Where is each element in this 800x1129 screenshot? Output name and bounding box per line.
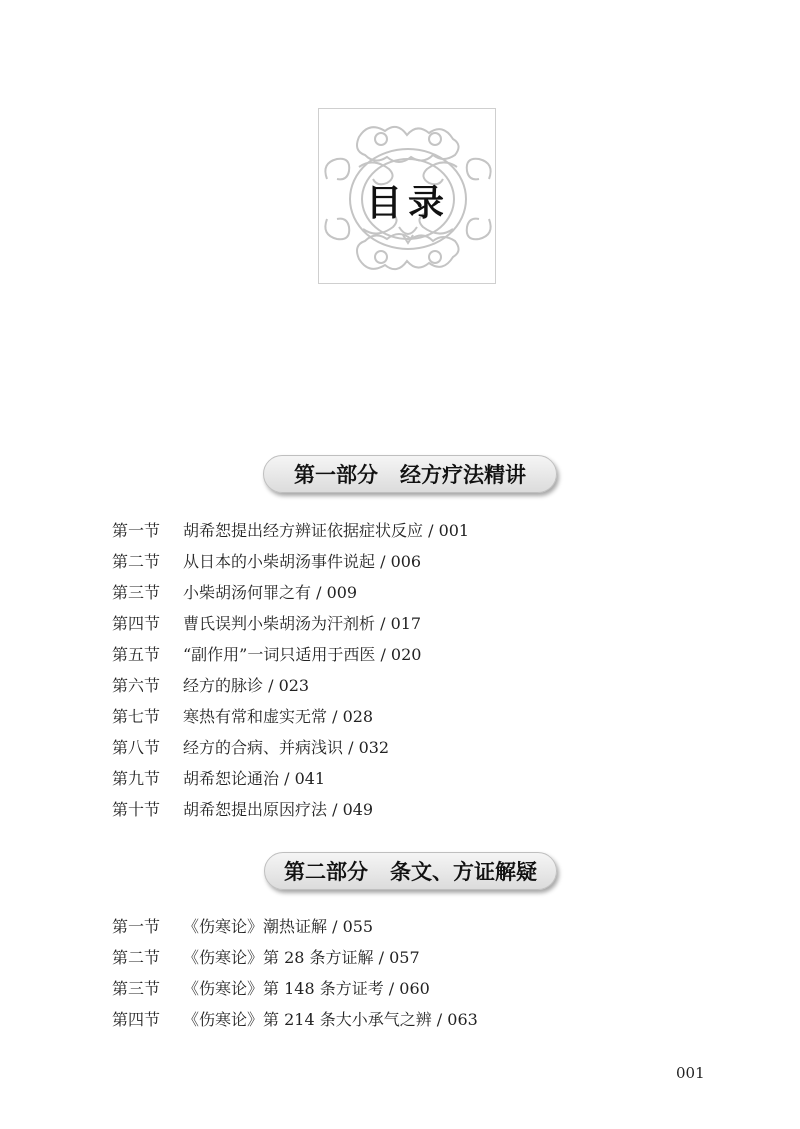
toc-entry[interactable] [112, 608, 469, 639]
section-label: 第一节 [112, 917, 161, 936]
entry-title: 《伤寒论》第 28 条方证解 / 057 [183, 948, 420, 967]
section-label: 第五节 [112, 645, 161, 664]
toc-entry[interactable] [112, 732, 469, 763]
section-label: 第三节 [112, 583, 161, 602]
entry-title: “副作用”一词只适用于西医 / 020 [183, 645, 422, 664]
toc-entry[interactable] [112, 577, 469, 608]
part-title: 条文、方证解疑 [390, 860, 537, 884]
page-title: 目录 [365, 182, 450, 224]
entry-title: 胡希恕提出原因疗法 / 049 [183, 800, 374, 819]
entry-title: 胡希恕提出经方辨证依据症状反应 / 001 [183, 521, 470, 540]
toc-entry[interactable] [112, 973, 478, 1004]
toc-entry[interactable] [112, 546, 469, 577]
entry-title: 寒热有常和虚实无常 / 028 [183, 707, 374, 726]
toc-entry[interactable] [112, 911, 478, 942]
section-label: 第三节 [112, 979, 161, 998]
toc-entry[interactable] [112, 1004, 478, 1035]
entry-title: 《伤寒论》第 214 条大小承气之辨 / 063 [183, 1010, 478, 1029]
part-heading [263, 455, 557, 493]
entry-title: 经方的合病、并病浅识 / 032 [183, 738, 390, 757]
entry-title: 经方的脉诊 / 023 [183, 676, 310, 695]
toc-entry[interactable] [112, 701, 469, 732]
toc-list [112, 515, 469, 825]
section-label: 第九节 [112, 769, 161, 788]
entry-title: 小柴胡汤何罪之有 / 009 [183, 583, 358, 602]
section-label: 第八节 [112, 738, 161, 757]
entry-title: 《伤寒论》第 148 条方证考 / 060 [183, 979, 430, 998]
section-label: 第六节 [112, 676, 161, 695]
toc-entry[interactable] [112, 794, 469, 825]
entry-title: 胡希恕论通治 / 041 [183, 769, 326, 788]
section-label: 第七节 [112, 707, 161, 726]
section-label: 第二节 [112, 948, 161, 967]
section-label: 第二节 [112, 552, 161, 571]
title-emblem [318, 108, 496, 284]
toc-entry[interactable] [112, 639, 469, 670]
entry-title: 从日本的小柴胡汤事件说起 / 006 [183, 552, 422, 571]
toc-entry[interactable] [112, 763, 469, 794]
toc-entry[interactable] [112, 942, 478, 973]
section-label: 第一节 [112, 521, 161, 540]
section-label: 第十节 [112, 800, 161, 819]
part-number: 第二部分 [284, 860, 368, 884]
toc-entry[interactable] [112, 670, 469, 701]
page-number: 001 [676, 1064, 705, 1082]
toc-entry[interactable] [112, 515, 469, 546]
toc-list [112, 911, 478, 1035]
entry-title: 《伤寒论》潮热证解 / 055 [183, 917, 374, 936]
part-number: 第一部分 [294, 463, 378, 487]
section-label: 第四节 [112, 614, 161, 633]
part-title: 经方疗法精讲 [400, 463, 526, 487]
section-label: 第四节 [112, 1010, 161, 1029]
part-heading [264, 852, 557, 890]
entry-title: 曹氏误判小柴胡汤为汗剂析 / 017 [183, 614, 422, 633]
